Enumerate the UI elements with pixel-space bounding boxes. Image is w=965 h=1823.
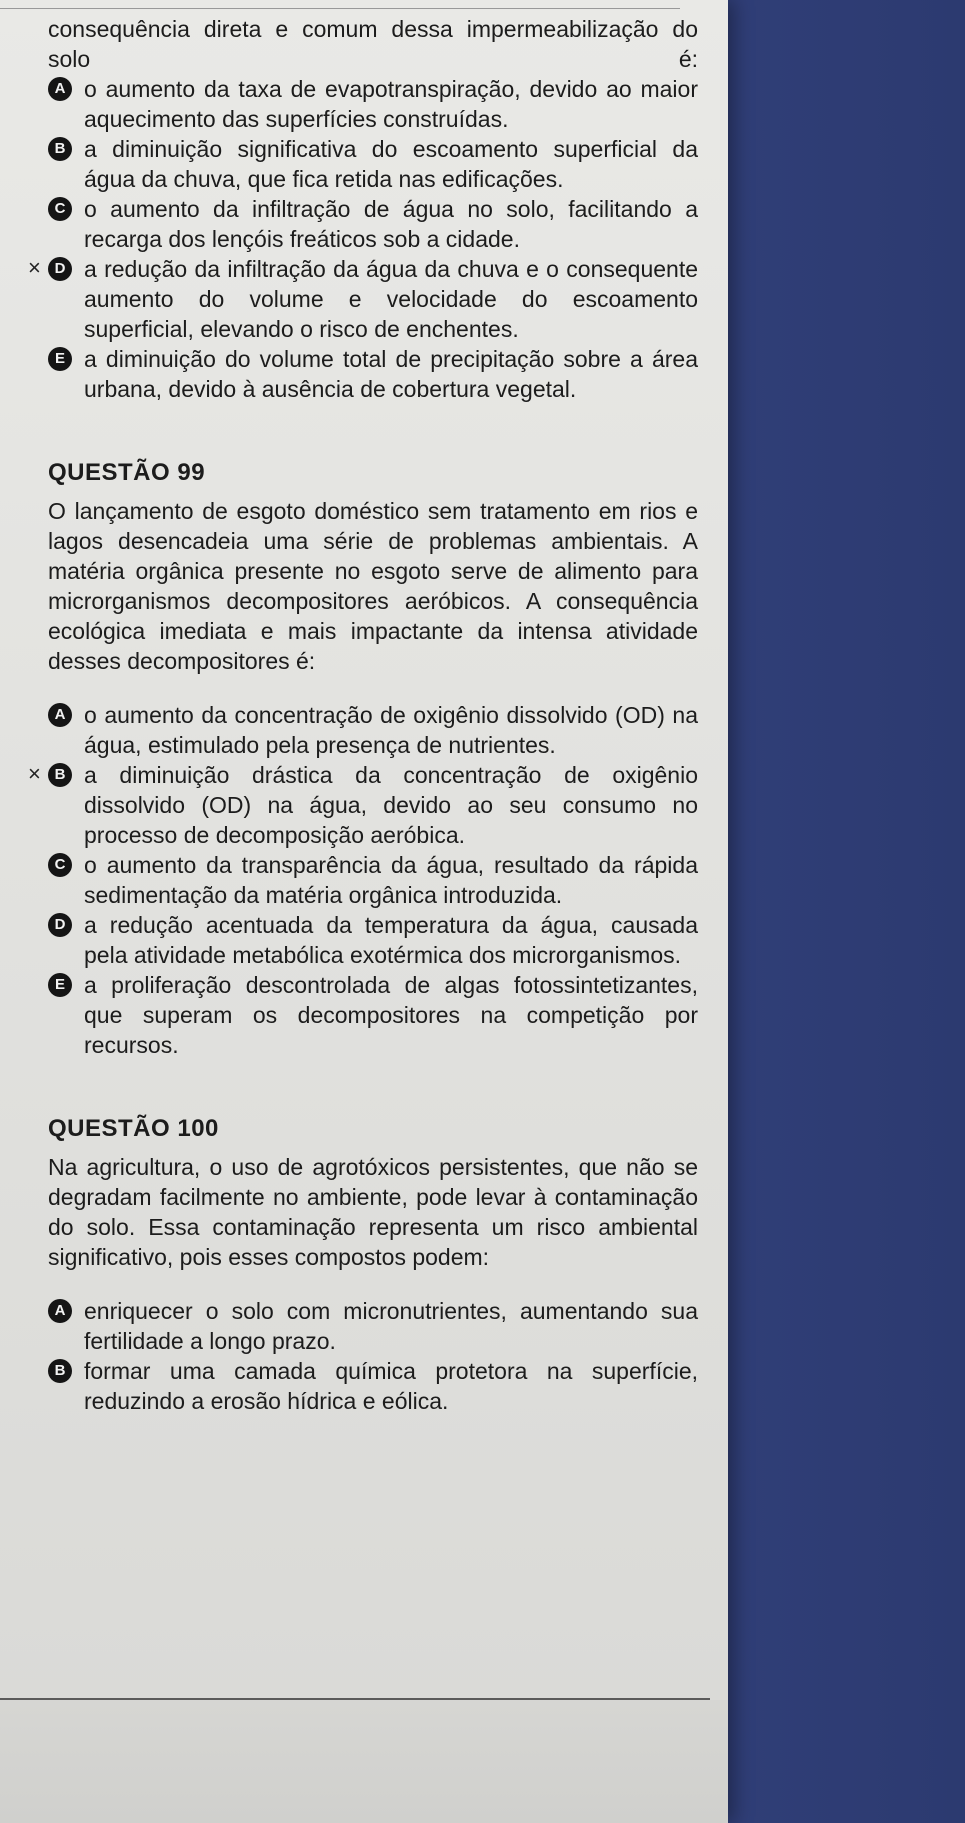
q98-option-b[interactable]	[48, 134, 698, 194]
option-d-badge: D	[48, 913, 72, 937]
option-text: a diminuição significativa do escoamento superficial da água da chuva, que fica retida nas edificações.	[84, 136, 698, 192]
option-e-badge: E	[48, 973, 72, 997]
option-text: a diminuição do volume total de precipitação sobre a área urbana, devido à ausência de cobertura vegetal.	[84, 346, 698, 402]
answer-mark: ×	[28, 255, 41, 280]
q98-option-d[interactable]	[28, 254, 698, 344]
option-e-badge: E	[48, 347, 72, 371]
answer-mark: ×	[28, 761, 41, 786]
q99-option-a[interactable]	[48, 700, 698, 760]
option-text: enriquecer o solo com micronutrientes, aumentando sua fertilidade a longo prazo.	[84, 1298, 698, 1354]
question-title: QUESTÃO 99	[48, 459, 206, 486]
option-text: o aumento da concentração de oxigênio dissolvido (OD) na água, estimulado pela presença de nutrientes.	[84, 702, 698, 758]
option-a-badge: A	[48, 77, 72, 101]
q100-option-b[interactable]	[48, 1356, 698, 1416]
option-text: o aumento da infiltração de água no solo, facilitando a recarga dos lençóis freáticos sob a cidade.	[84, 196, 698, 252]
question-title: QUESTÃO 100	[48, 1115, 219, 1142]
q99-option-b[interactable]	[28, 760, 698, 850]
page-content	[28, 14, 698, 1416]
q98-intro: consequência direta e comum dessa impermeabilização do solo é:	[48, 16, 698, 72]
option-c-badge: C	[48, 197, 72, 221]
option-text: a redução da infiltração da água da chuva e o consequente aumento do volume e velocidade do escoamento superficial, elevando o risco de enchentes.	[84, 256, 698, 342]
question-stem: Na agricultura, o uso de agrotóxicos persistentes, que não se degradam facilmente no ambiente, pode levar à contaminação do solo. Essa contaminação representa um risco ambiental significativo, pois esses compostos podem:	[48, 1154, 698, 1270]
option-a-badge: A	[48, 703, 72, 727]
q99-option-c[interactable]	[48, 850, 698, 910]
option-text: a redução acentuada da temperatura da água, causada pela atividade metabólica exotérmica dos microrganismos.	[84, 912, 698, 968]
q98-option-c[interactable]	[48, 194, 698, 254]
q98-option-a[interactable]	[48, 74, 698, 134]
q99-option-d[interactable]	[48, 910, 698, 970]
option-text: formar uma camada química protetora na superfície, reduzindo a erosão hídrica e eólica.	[84, 1358, 698, 1414]
question-stem: O lançamento de esgoto doméstico sem tratamento em rios e lagos desencadeia uma série de problemas ambientais. A matéria orgânica presente no esgoto serve de alimento para microrganismos decompositores aeróbicos. A consequência ecológica imediata e mais impactante da intensa atividade desses decompositores é:	[48, 498, 698, 674]
option-a-badge: A	[48, 1299, 72, 1323]
q98-option-e[interactable]	[48, 344, 698, 404]
option-text: o aumento da taxa de evapotranspiração, devido ao maior aquecimento das superfícies construídas.	[84, 76, 698, 132]
option-b-badge: B	[48, 1359, 72, 1383]
q99-option-e[interactable]	[48, 970, 698, 1060]
option-text: o aumento da transparência da água, resultado da rápida sedimentação da matéria orgânica introduzida.	[84, 852, 698, 908]
q100-option-a[interactable]	[48, 1296, 698, 1356]
option-text: a proliferação descontrolada de algas fotossintetizantes, que superam os decompositores na competição por recursos.	[84, 972, 698, 1058]
option-d-badge: D	[48, 257, 72, 281]
option-text: a diminuição drástica da concentração de oxigênio dissolvido (OD) na água, devido ao seu consumo no processo de decomposição aeróbica.	[84, 762, 698, 848]
option-c-badge: C	[48, 853, 72, 877]
top-divider	[0, 8, 680, 9]
option-b-badge: B	[48, 137, 72, 161]
option-b-badge: B	[48, 763, 72, 787]
paper-lower-area	[0, 1700, 728, 1823]
